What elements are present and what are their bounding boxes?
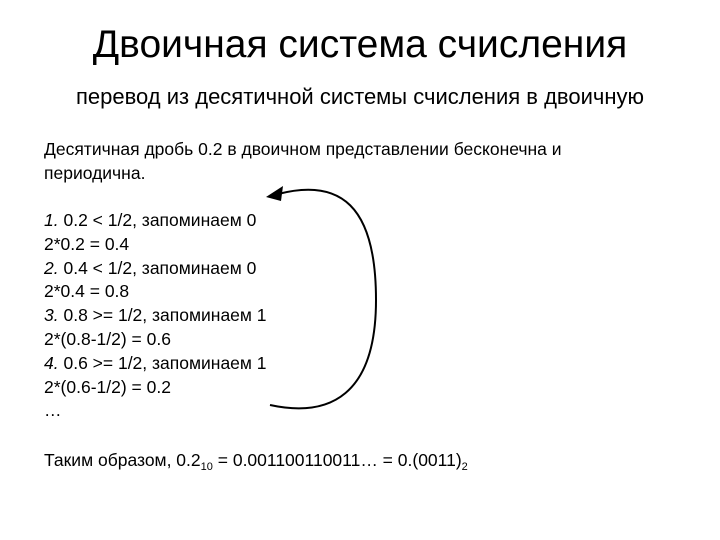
step-text: 0.6 >= 1/2, запоминаем 1 (58, 352, 267, 373)
step-text: 0.8 >= 1/2, запоминаем 1 (58, 305, 267, 326)
step-number: 1. (44, 210, 59, 230)
step-line (44, 280, 267, 304)
steps-list (44, 209, 267, 423)
step-text: 2*0.2 = 0.4 (44, 233, 130, 254)
summary-line (44, 449, 468, 472)
step-text: 2*0.4 = 0.8 (44, 281, 130, 302)
intro-paragraph (44, 138, 562, 186)
summary-middle: = 0.001100110011… = 0.(0011) (212, 450, 462, 470)
step-text: … (44, 400, 62, 421)
step-line (44, 209, 267, 233)
intro-line-2: периодична. (44, 162, 146, 183)
cycle-arrow-head (266, 186, 283, 201)
step-text: 2*(0.6-1/2) = 0.2 (44, 376, 171, 397)
step-line (44, 233, 267, 257)
step-line (44, 399, 267, 423)
slide-title: Двоичная система счисления (92, 23, 628, 66)
step-line (44, 376, 267, 400)
step-text: 0.2 < 1/2, запоминаем 0 (58, 210, 257, 230)
summary-prefix: Таким образом, 0.2 (44, 450, 201, 470)
summary-subscript-base2: 2 (461, 461, 468, 473)
intro-line-1: Десятичная дробь 0.2 в двоичном представлении бесконечна и (44, 139, 562, 159)
step-line (44, 328, 267, 352)
step-line (44, 304, 267, 328)
step-number: 3. (44, 305, 59, 326)
cycle-arrow-curve (270, 190, 376, 409)
summary-subscript-base10: 10 (200, 461, 213, 473)
step-text: 2*(0.8-1/2) = 0.6 (44, 328, 171, 349)
step-text: 0.4 < 1/2, запоминаем 0 (58, 257, 257, 278)
slide-subtitle: перевод из десятичной системы счисления в двоичную (75, 84, 644, 109)
step-number: 4. (44, 352, 59, 373)
step-line (44, 352, 267, 376)
step-number: 2. (44, 257, 59, 278)
step-line (44, 257, 267, 281)
